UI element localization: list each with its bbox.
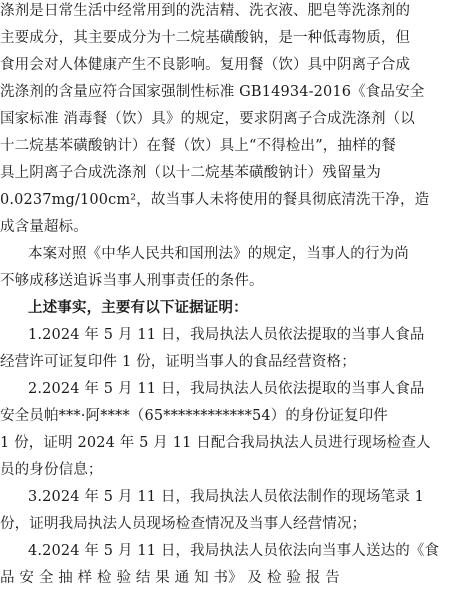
text-line: 成含量超标。 [0, 219, 88, 235]
text-line: 不够成移送追诉当事人刑事责任的条件。 [0, 273, 264, 289]
evidence-item-4: 4.2024 年 5 月 11 日，我局执法人员依法向当事人送达的《食 [28, 543, 440, 559]
evidence-item-2: 2.2024 年 5 月 11 日，我局执法人员依法提取的当事人食品 [28, 381, 425, 397]
text-line: 具上阴离子合成洗涤剂（以十二烷基苯磺酸钠计）残留量为 [0, 165, 381, 181]
text-line: 十二烷基苯磺酸钠计）在餐（饮）具上“不得检出”，抽样的餐 [0, 138, 397, 154]
evidence-item-3: 3.2024 年 5 月 11 日，我局执法人员依法制作的现场笔录 1 [28, 489, 425, 505]
paragraph-line: 本案对照《中华人民共和国刑法》的规定，当事人的行为尚 [28, 246, 409, 262]
text-line: 安全员帕***·阿****（65************54）的身份证复印件 [0, 408, 388, 424]
evidence-heading: 上述事实，主要有以下证据证明： [28, 299, 248, 316]
text-line: 涤剂是日常生活中经常用到的洗洁精、洗衣液、肥皂等洗涤剂的 [0, 3, 411, 19]
text-line: 洗涤剂的含量应符合国家强制性标准 GB14934-2016《食品安全 [0, 84, 425, 100]
text-line: 食用会对人体健康产生不良影响。复用餐（饮）具中阴离子合成 [0, 57, 411, 73]
text-line: 员的身份信息； [0, 462, 103, 478]
text-line: 经营许可证复印件 1 份，证明当事人的食品经营资格； [0, 354, 356, 370]
text-line: 主要成分，其主要成分为十二烷基磺酸钠，是一种低毒物质，但 [0, 30, 411, 46]
text-line: 份，证明我局执法人员现场检查情况及当事人经营情况； [0, 516, 367, 532]
text-line: 1 份，证明 2024 年 5 月 11 日配合我局执法人员进行现场检查人 [0, 435, 431, 451]
text-line: 品 安 全 抽 样 检 验 结 果 通 知 书》 及 检 验 报 告 [0, 570, 340, 586]
text-line: 国家标准 消毒餐（饮）具》的规定，要求阴离子合成洗涤剂（以 [0, 111, 415, 127]
text-line: 0.0237mg/100cm²，故当事人未将使用的餐具彻底清洗干净，造 [0, 192, 430, 208]
evidence-item-1: 1.2024 年 5 月 11 日，我局执法人员依法提取的当事人食品 [28, 327, 425, 343]
